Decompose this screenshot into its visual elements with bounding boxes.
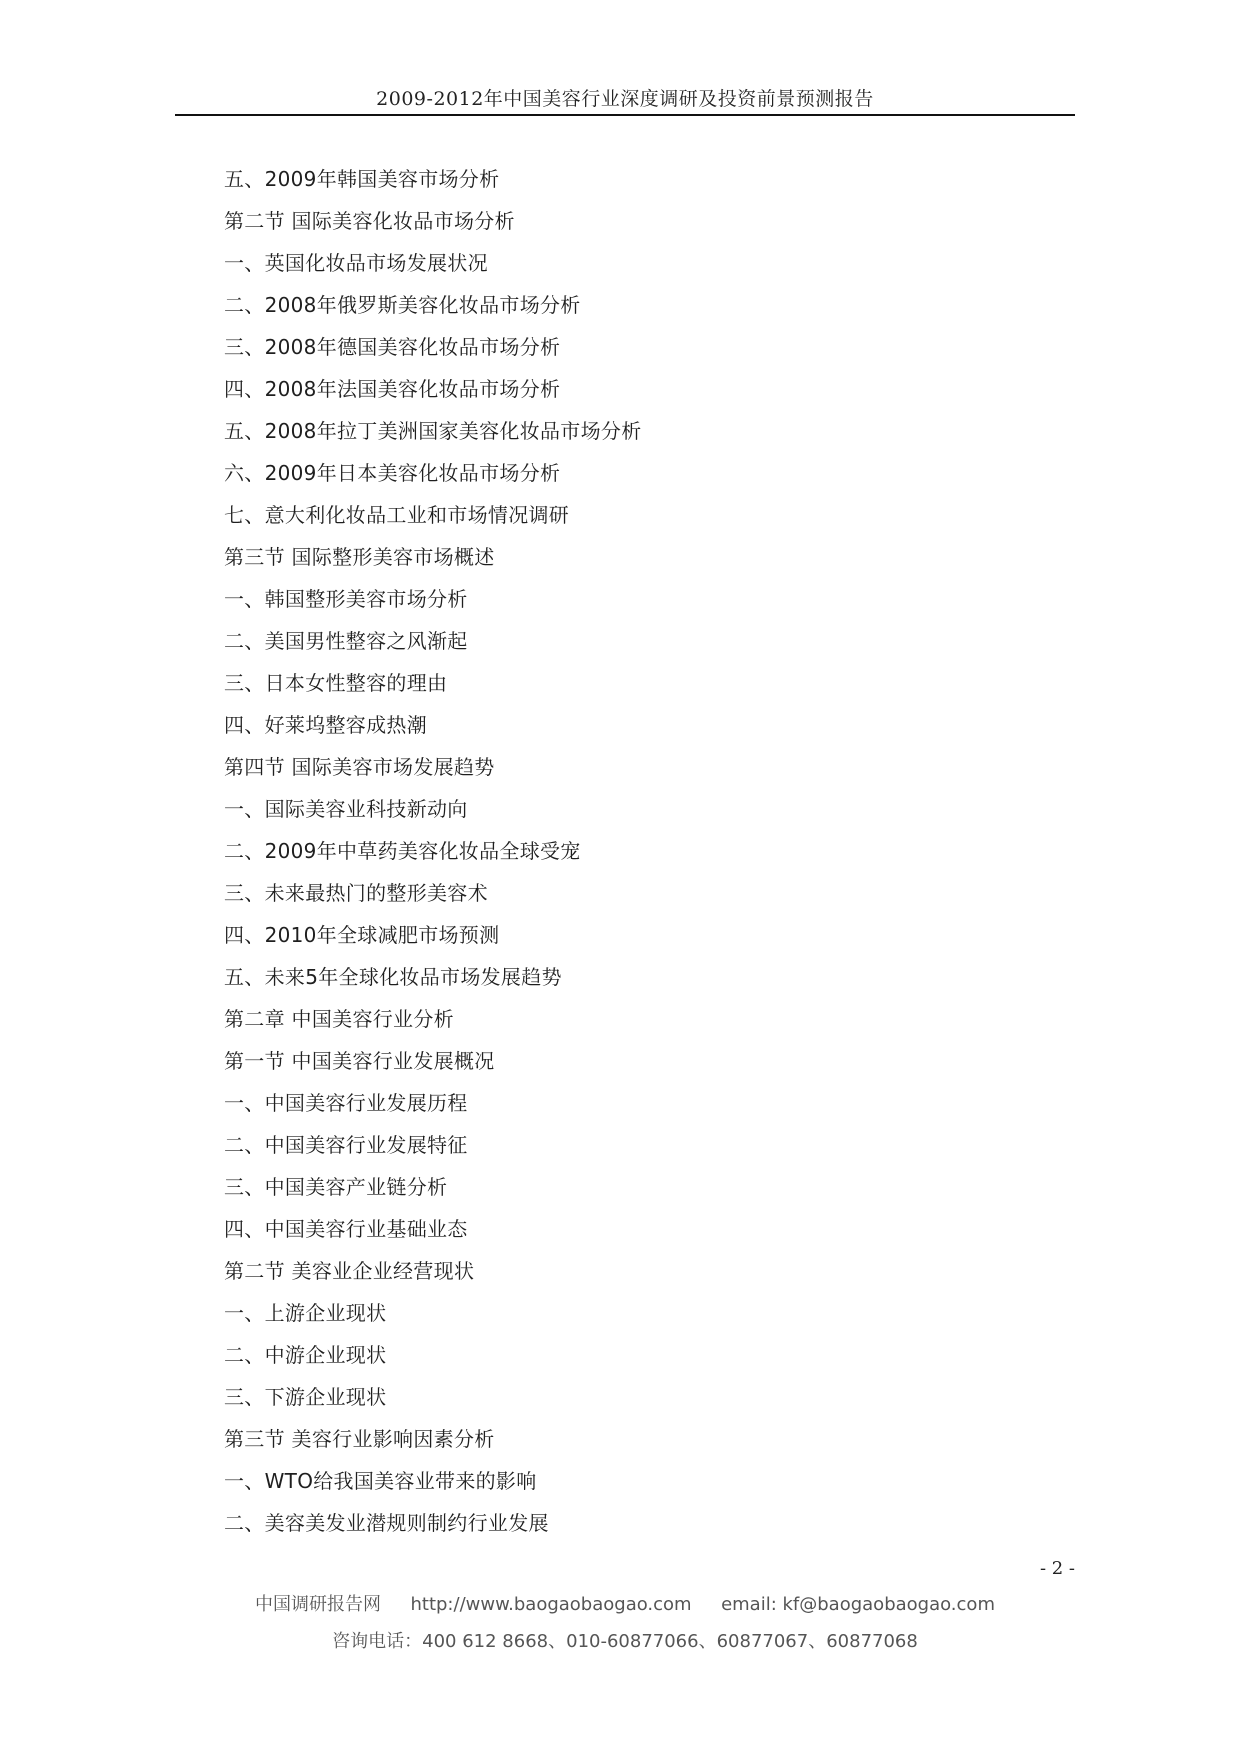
toc-item-text: 第四节 国际美容市场发展趋势: [224, 755, 495, 779]
toc-item-text: 一、WTO给我国美容业带来的影响: [224, 1469, 537, 1493]
toc-item-text: 三、2008年德国美容化妆品市场分析: [224, 335, 561, 359]
toc-item: [224, 662, 642, 704]
footer-phone: 咨询电话：400 612 8668、010-60877066、60877067、60877068: [332, 1631, 918, 1652]
toc-item-text: 四、2008年法国美容化妆品市场分析: [224, 377, 561, 401]
toc-item-text: 第二节 美容业企业经营现状: [224, 1259, 475, 1283]
toc-item-text: 三、未来最热门的整形美容术: [224, 881, 488, 905]
toc-item: [224, 1082, 642, 1124]
toc-item: [224, 746, 642, 788]
toc-item: [224, 1124, 642, 1166]
toc-item: [224, 1166, 642, 1208]
toc-item: [224, 1292, 642, 1334]
toc-item: [224, 536, 642, 578]
toc-item: [224, 284, 642, 326]
toc-item-text: 四、好莱坞整容成热潮: [224, 713, 427, 737]
toc-item: [224, 1376, 642, 1418]
page-header-title: 2009-2012年中国美容行业深度调研及投资前景预测报告: [376, 88, 874, 110]
toc-item: [224, 158, 642, 200]
toc-item: [224, 1418, 642, 1460]
toc-item: [224, 872, 642, 914]
header-divider: [175, 114, 1075, 116]
page-number: - 2 -: [1039, 1558, 1075, 1579]
toc-item-text: 五、未来5年全球化妆品市场发展趋势: [224, 965, 562, 989]
toc-item: [224, 200, 642, 242]
toc-item-text: 第三节 美容行业影响因素分析: [224, 1427, 495, 1451]
toc-item: [224, 914, 642, 956]
toc-item: [224, 1502, 642, 1544]
footer-url-link[interactable]: http://www.baogaobaogao.com: [410, 1594, 692, 1615]
toc-item-text: 四、中国美容行业基础业态: [224, 1217, 468, 1241]
toc-item-text: 六、2009年日本美容化妆品市场分析: [224, 461, 561, 485]
table-of-contents: [224, 158, 642, 1544]
toc-item-text: 第二节 国际美容化妆品市场分析: [224, 209, 515, 233]
toc-item: [224, 998, 642, 1040]
toc-item-text: 二、中游企业现状: [224, 1343, 387, 1367]
toc-item: [224, 1208, 642, 1250]
toc-item: [224, 452, 642, 494]
toc-item-text: 三、下游企业现状: [224, 1385, 387, 1409]
toc-item: [224, 830, 642, 872]
toc-item-text: 第三节 国际整形美容市场概述: [224, 545, 495, 569]
toc-item-text: 一、国际美容业科技新动向: [224, 797, 468, 821]
footer-phone-line: [175, 1627, 1075, 1653]
footer-site-name: 中国调研报告网: [255, 1594, 382, 1615]
toc-item-text: 第一节 中国美容行业发展概况: [224, 1049, 495, 1073]
toc-item-text: 三、中国美容产业链分析: [224, 1175, 448, 1199]
toc-item: [224, 494, 642, 536]
toc-item-text: 一、中国美容行业发展历程: [224, 1091, 468, 1115]
toc-item-text: 四、2010年全球减肥市场预测: [224, 923, 500, 947]
footer-contact-line: [175, 1590, 1075, 1616]
toc-item-text: 一、上游企业现状: [224, 1301, 387, 1325]
footer-email-link[interactable]: email: kf@baogaobaogao.com: [721, 1594, 995, 1615]
toc-item-text: 第二章 中国美容行业分析: [224, 1007, 454, 1031]
toc-item: [224, 1040, 642, 1082]
toc-item: [224, 1460, 642, 1502]
toc-item: [224, 368, 642, 410]
toc-item-text: 二、2009年中草药美容化妆品全球受宠: [224, 839, 581, 863]
toc-item: [224, 1334, 642, 1376]
toc-item: [224, 704, 642, 746]
toc-item-text: 一、英国化妆品市场发展状况: [224, 251, 488, 275]
toc-item: [224, 242, 642, 284]
toc-item: [224, 578, 642, 620]
toc-item-text: 二、中国美容行业发展特征: [224, 1133, 468, 1157]
toc-item-text: 一、韩国整形美容市场分析: [224, 587, 468, 611]
toc-item-text: 五、2008年拉丁美洲国家美容化妆品市场分析: [224, 419, 642, 443]
toc-item: [224, 326, 642, 368]
toc-item-text: 三、日本女性整容的理由: [224, 671, 448, 695]
toc-item: [224, 956, 642, 998]
toc-item-text: 五、2009年韩国美容市场分析: [224, 167, 500, 191]
toc-item-text: 二、美容美发业潜规则制约行业发展: [224, 1511, 549, 1535]
toc-item: [224, 788, 642, 830]
toc-item-text: 七、意大利化妆品工业和市场情况调研: [224, 503, 570, 527]
toc-item: [224, 620, 642, 662]
toc-item-text: 二、美国男性整容之风渐起: [224, 629, 468, 653]
toc-item: [224, 410, 642, 452]
toc-item-text: 二、2008年俄罗斯美容化妆品市场分析: [224, 293, 581, 317]
toc-item: [224, 1250, 642, 1292]
